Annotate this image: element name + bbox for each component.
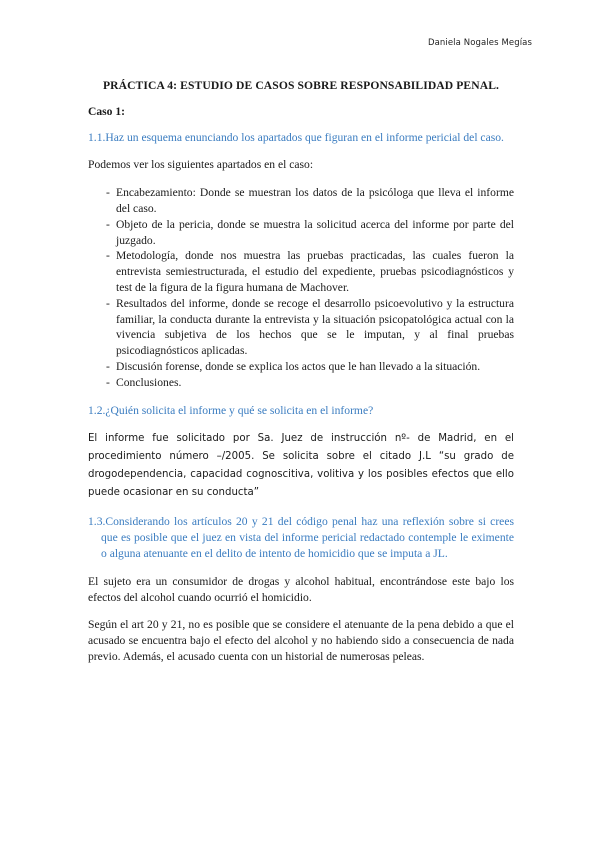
question-text: ¿Quién solicita el informe y qué se solicita en el informe? xyxy=(105,403,374,417)
dash-bullet: - xyxy=(106,186,110,200)
list-item xyxy=(88,375,514,391)
answer-1-3-paragraph-2: Según el art 20 y 21, no es posible que se considere el atenuante de la pena debido a que el acusado se encuentra bajo el efecto del alcohol y no habiendo sido a consecuencia de nada previo. Además, el acusado cuenta con un historial de numerosas peleas. xyxy=(88,618,514,663)
list-item-text: Metodología, donde nos muestra las pruebas practicadas, las cuales fueron la entrevista semiestructurada, el estudio del expediente, pruebas psicodiagnósticos y test de la figura de la figura humana de Machover. xyxy=(116,249,514,294)
case-heading: Caso 1: xyxy=(88,104,126,118)
question-1-3: 1.3.Considerando los artículos 20 y 21 del código penal haz una reflexión sobre si crees que es posible que el juez en vista del informe pericial redactado contemple le eximente o alguna atenuante en el delito de intento de homicidio que se imputa a JL. xyxy=(88,515,514,560)
list-item-text: Objeto de la pericia, donde se muestra la solicitud acerca del informe por parte del juzgado. xyxy=(116,217,514,247)
list-item-text: Conclusiones. xyxy=(116,375,182,389)
question-1-1 xyxy=(88,130,514,146)
list-item xyxy=(88,296,514,359)
document-title: PRÁCTICA 4: ESTUDIO DE CASOS SOBRE RESPONSABILIDAD PENAL. xyxy=(102,79,500,92)
author-header: Daniela Nogales Megías xyxy=(427,38,532,48)
dash-bullet: - xyxy=(106,249,110,263)
question-number: 1.2. xyxy=(88,403,106,417)
dash-bullet: - xyxy=(106,359,110,373)
list-item xyxy=(88,185,514,217)
question-number: 1.1. xyxy=(88,130,106,144)
intro-paragraph: Podemos ver los siguientes apartados en el caso: xyxy=(88,158,314,172)
list-item-text: Resultados del informe, donde se recoge el desarrollo psicoevolutivo y la estructura familiar, la conducta durante la entrevista y la situación psicopatológica actual con la vivencia subjetiva de los hechos que se le imputan, y al final pruebas psicodiagnósticos aplicadas. xyxy=(116,296,514,358)
answer-1-2: El informe fue solicitado por Sa. Juez de instrucción nº- de Madrid, en el procedimiento número –/2005. Se solicita sobre el citado J.L “su grado de drogodependencia, capacidad cognoscitiva, volitiva y los posibles efectos que ello puede ocasionar en su conducta” xyxy=(88,433,514,499)
question-text: Haz un esquema enunciando los apartados que figuran en el informe pericial del caso. xyxy=(105,130,504,144)
answer-1-3-paragraph-1: El sujeto era un consumidor de drogas y alcohol habitual, encontrándose este bajo los efectos del alcohol cuando ocurrió el homicidio. xyxy=(88,574,514,604)
question-1-2 xyxy=(88,403,514,419)
list-item xyxy=(88,248,514,295)
sections-list xyxy=(88,185,514,390)
dash-bullet: - xyxy=(106,375,110,389)
list-item xyxy=(88,217,514,249)
dash-bullet: - xyxy=(106,217,110,231)
list-item xyxy=(88,359,514,375)
dash-bullet: - xyxy=(106,296,110,310)
document-body xyxy=(88,78,514,677)
list-item-text: Encabezamiento: Donde se muestran los datos de la psicóloga que lleva el informe del caso. xyxy=(116,186,514,215)
list-item-text: Discusión forense, donde se explica los actos que le han llevado a la situación. xyxy=(116,359,481,373)
